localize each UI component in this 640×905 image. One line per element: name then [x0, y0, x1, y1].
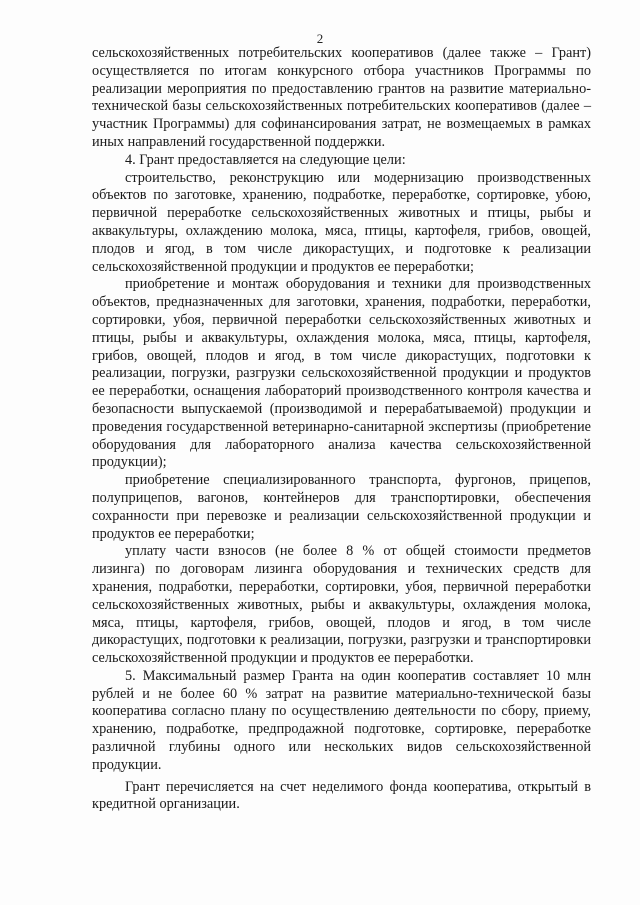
paragraph-goal-transport: приобретение специализированного транспорта, фургонов, прицепов, полуприцепов, вагонов, контейнеров для транспортировки, обеспечения сохранности при перевозке и реализации сельскохозяйственной продукции и продуктов ее переработки; [92, 472, 591, 542]
page-number: 2 [316, 31, 324, 46]
paragraph-grant-selection: сельскохозяйственных потребительских кооперативов (далее также – Грант) осуществляется по итогам конкурсного отбора участников Программы по реализации мероприятия по предоставлению грантов на развитие материально-технической базы сельскохозяйственных потребительских кооперативов (далее – участник Программы) для софинансирования затрат, не возмещаемых в рамках иных направлений государственной поддержки. [92, 45, 591, 150]
paragraph-section-4-heading: 4. Грант предоставляется на следующие цели: [125, 151, 406, 168]
paragraph-grant-transfer: Грант перечисляется на счет неделимого фонда кооператива, открытый в кредитной организации. [92, 778, 591, 813]
paragraph-goal-leasing: уплату части взносов (не более 8 % от общей стоимости предметов лизинга) по договорам лизинга оборудования и технических средств для хранения, подработки, переработки, сортировки, убоя, первичной переработки сельскохозяйственных животных, рыбы и аквакультуры, охлаждения молока, мяса, птицы, картофеля, грибов, овощей, плодов и ягод, в том числе дикорастущих, подготовки к реализации, погрузки, разгрузки и транспортировки сельскохозяйственной продукции и продуктов ее переработки. [92, 543, 591, 667]
paragraph-goal-equipment: приобретение и монтаж оборудования и техники для производственных объектов, предназначенных для заготовки, хранения, подработки, переработки, сортировки, убоя, первичной переработки сельскохозяйственных животных и птицы, рыбы и аквакультуры, охлаждения молока, мяса, птицы, картофеля, грибов, овощей, плодов и ягод, в том числе дикорастущих, подготовки к реализации, погрузки, разгрузки сельскохозяйственной продукции и продуктов ее переработки, оснащения лабораторий производственного контроля качества и безопасности выпускаемой (производимой и перерабатываемой) продукции и проведения государственной ветеринарно-санитарной экспертизы (приобретение оборудования для лабораторного анализа качества сельскохозяйственной продукции); [92, 276, 591, 471]
paragraph-section-5-max-grant: 5. Максимальный размер Гранта на один кооператив составляет 10 млн рублей и не более 60 % затрат на развитие материально-технической базы кооператива согласно плану по осуществлению деятельности по сбору, приему, хранению, подработке, предпродажной подготовке, сортировке, переработке различной глубины одного или нескольких видов сельскохозяйственной продукции. [92, 667, 591, 773]
paragraph-goal-construction: строительство, реконструкцию или модернизацию производственных объектов по заготовке, хранению, подработке, переработке, сортировке, убою, первичной переработке сельскохозяйственных животных и птицы, рыбы и аквакультуры, охлаждению молока, мяса, птицы, картофеля, грибов, овощей, плодов и ягод, в том числе дикорастущих, и подготовке к реализации сельскохозяйственной продукции и продуктов ее переработки; [92, 169, 591, 275]
document-body [92, 45, 591, 814]
